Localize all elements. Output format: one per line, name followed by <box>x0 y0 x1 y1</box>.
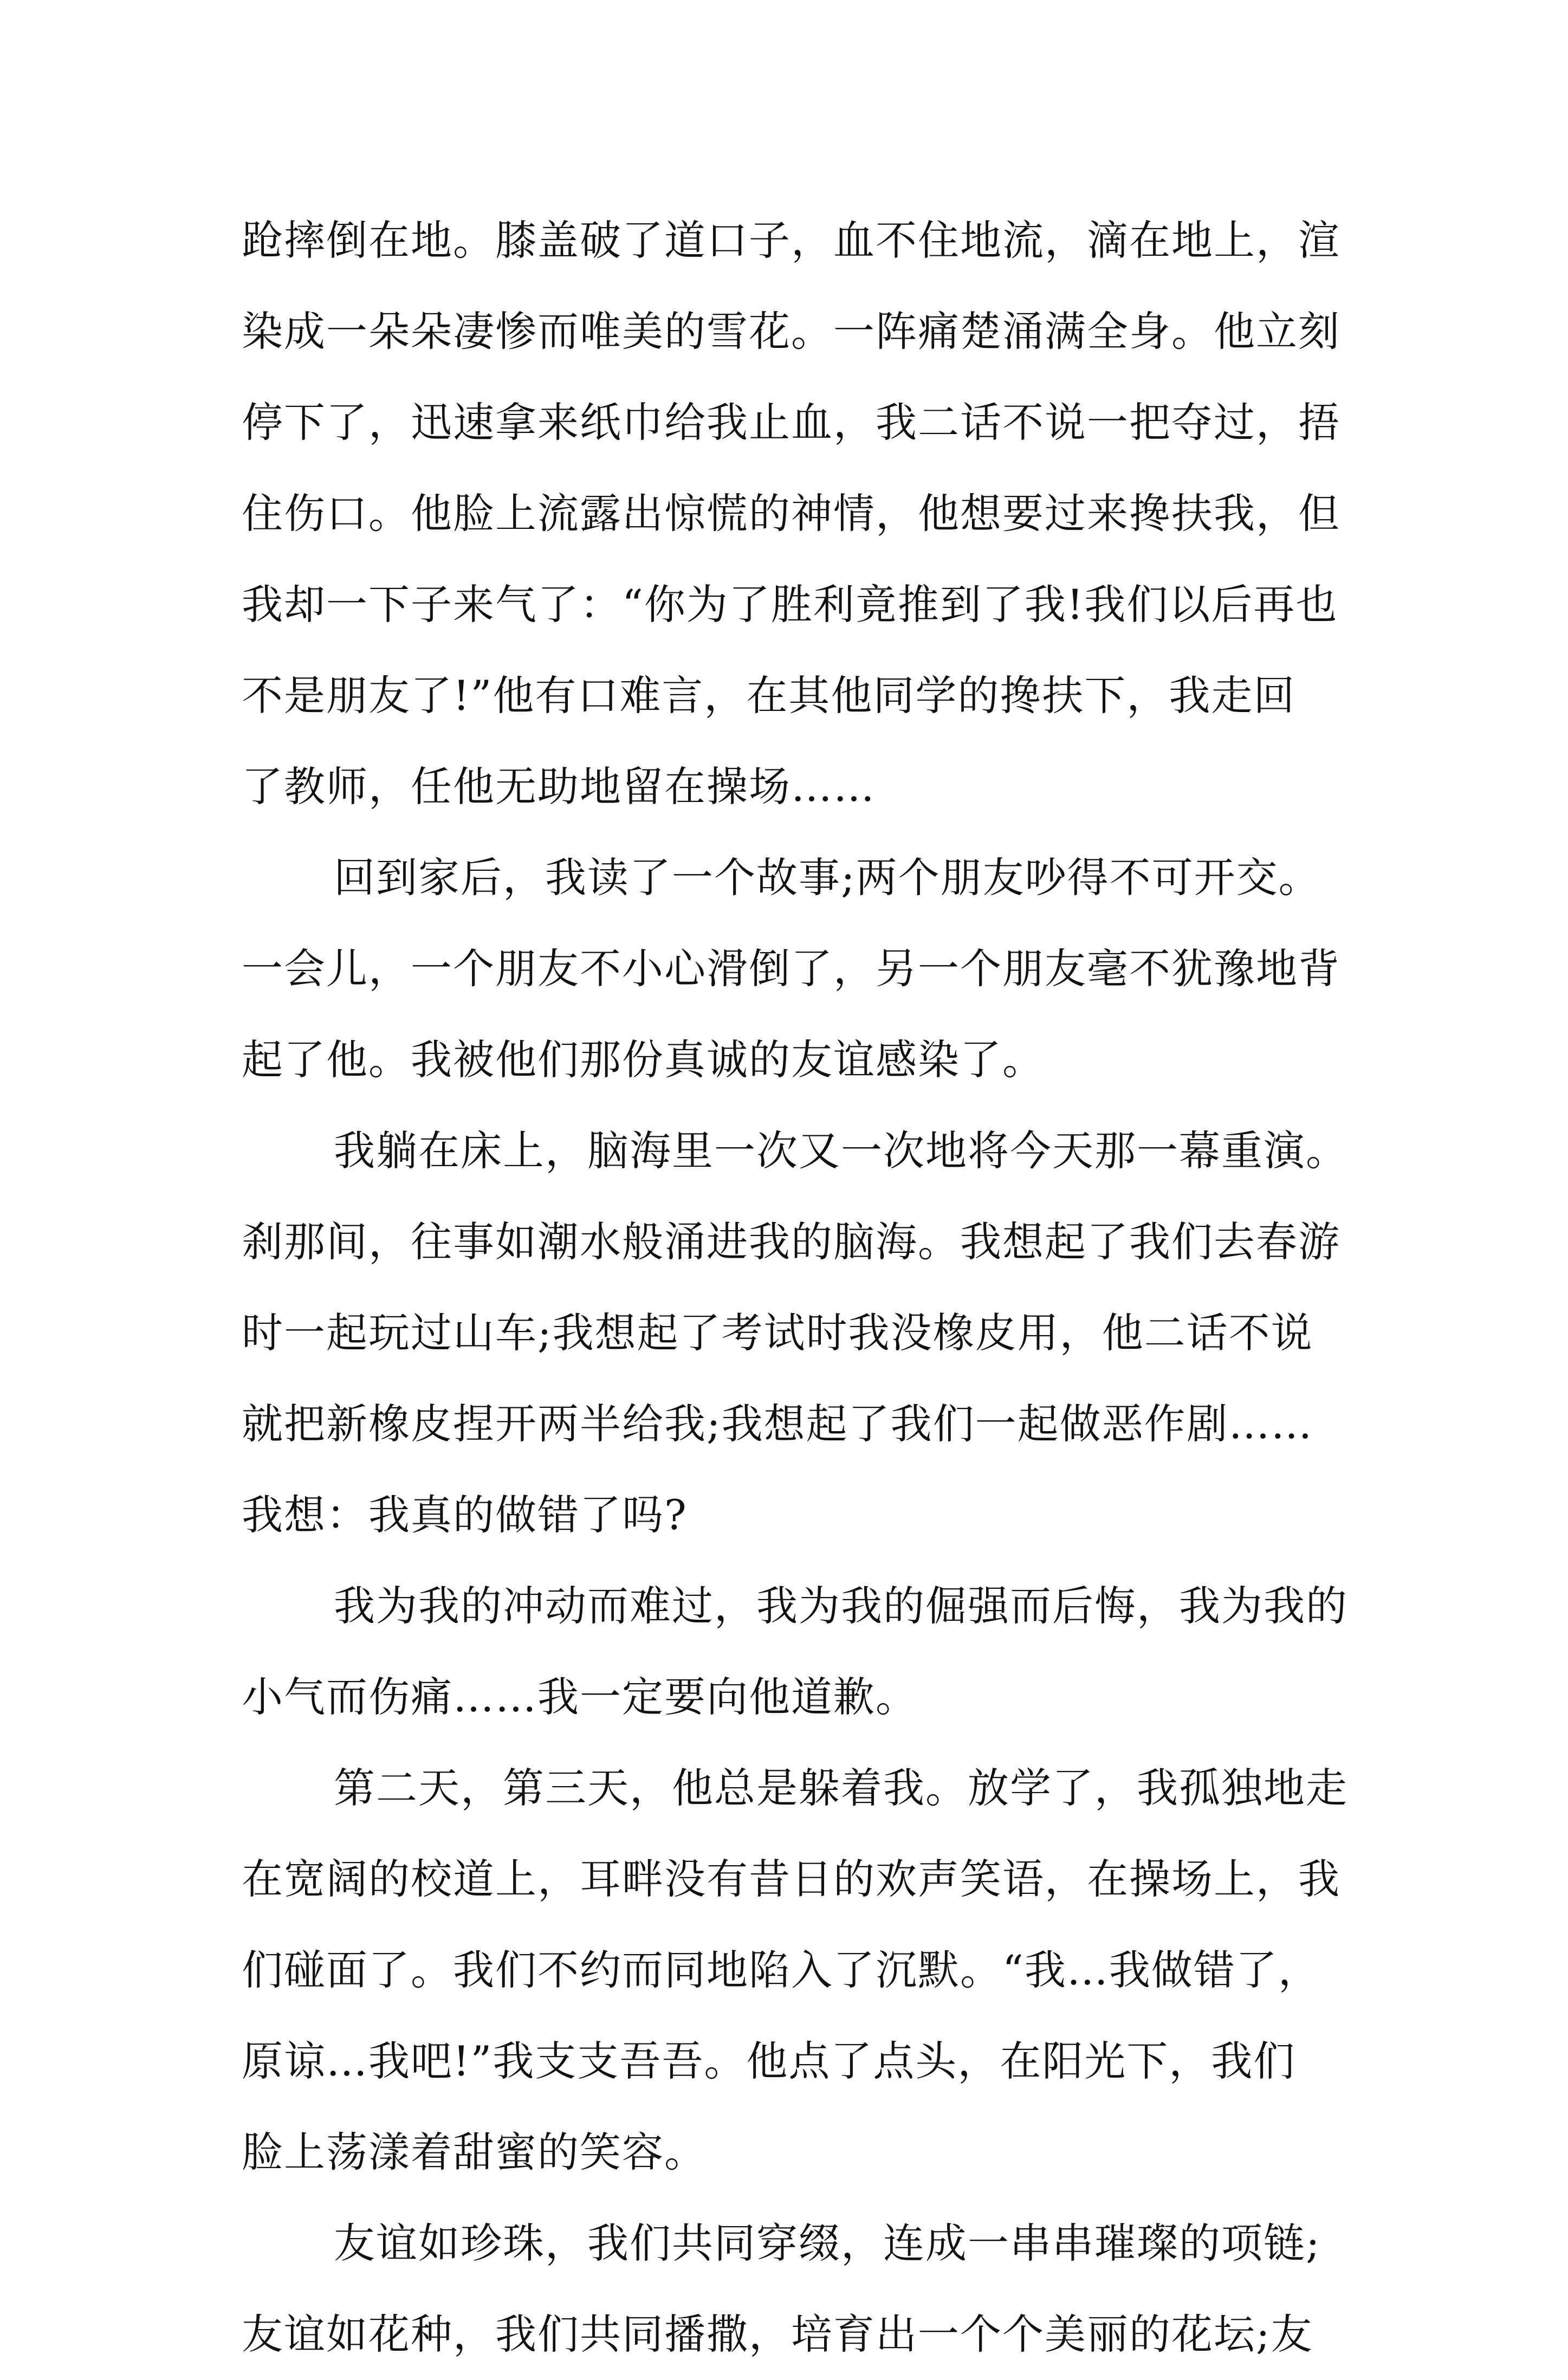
text-line: 们碰面了。我们不约而同地陷入了沉默。“我…我做错了， <box>242 1946 1320 1994</box>
text-line: 住伤口。他脸上流露出惊慌的神情，他想要过来搀扶我，但 <box>242 489 1340 538</box>
text-line: 在宽阔的校道上，耳畔没有昔日的欢声笑语，在操场上，我 <box>242 1855 1340 1903</box>
text-line: 脸上荡漾着甜蜜的笑容。 <box>242 2128 707 2176</box>
text-line: 染成一朵朵凄惨而唯美的雪花。一阵痛楚涌满全身。他立刻 <box>242 307 1340 355</box>
text-line: 刹那间，往事如潮水般涌进我的脑海。我想起了我们去春游 <box>242 1218 1340 1266</box>
text-line: 停下了，迅速拿来纸巾给我止血，我二话不说一把夺过，捂 <box>242 398 1340 447</box>
text-line: 就把新橡皮捏开两半给我;我想起了我们一起做恶作剧…… <box>242 1400 1313 1448</box>
body-text <box>242 195 1347 2380</box>
paragraph-first-line: 友谊如珍珠，我们共同穿缀，连成一串串璀璨的项链; <box>334 2219 1321 2267</box>
paragraph-first-line: 我为我的冲动而难过，我为我的倔强而后悔，我为我的 <box>334 1582 1348 1630</box>
text-line: 时一起玩过山车;我想起了考试时我没橡皮用，他二话不说 <box>242 1309 1313 1357</box>
text-line: 我却一下子来气了：“你为了胜利竟推到了我!我们以后再也 <box>242 580 1338 629</box>
paragraph-first-line: 回到家后，我读了一个故事;两个朋友吵得不可开交。 <box>334 853 1321 902</box>
paragraph-first-line: 我躺在床上，脑海里一次又一次地将今天那一幕重演。 <box>334 1127 1348 1175</box>
paragraph-first-line: 第二天，第三天，他总是躲着我。放学了，我孤独地走 <box>334 1764 1348 1812</box>
text-line: 友谊如花种，我们共同播撒，培育出一个个美丽的花坛;友 <box>242 2310 1313 2358</box>
text-line: 小气而伤痛……我一定要向他道歉。 <box>242 1673 918 1721</box>
text-line: 跄摔倒在地。膝盖破了道口子，血不住地流，滴在地上，渲 <box>242 216 1340 264</box>
text-line: 了教师，任他无助地留在操场…… <box>242 762 876 811</box>
text-line: 我想：我真的做错了吗? <box>242 1491 688 1539</box>
text-line: 起了他。我被他们那份真诚的友谊感染了。 <box>242 1036 1045 1084</box>
text-line: 不是朋友了!”他有口难言，在其他同学的搀扶下，我走回 <box>242 671 1296 720</box>
text-line: 原谅…我吧!”我支支吾吾。他点了点头，在阳光下，我们 <box>242 2037 1296 2085</box>
text-line: 一会儿，一个朋友不小心滑倒了，另一个朋友毫不犹豫地背 <box>242 945 1340 993</box>
